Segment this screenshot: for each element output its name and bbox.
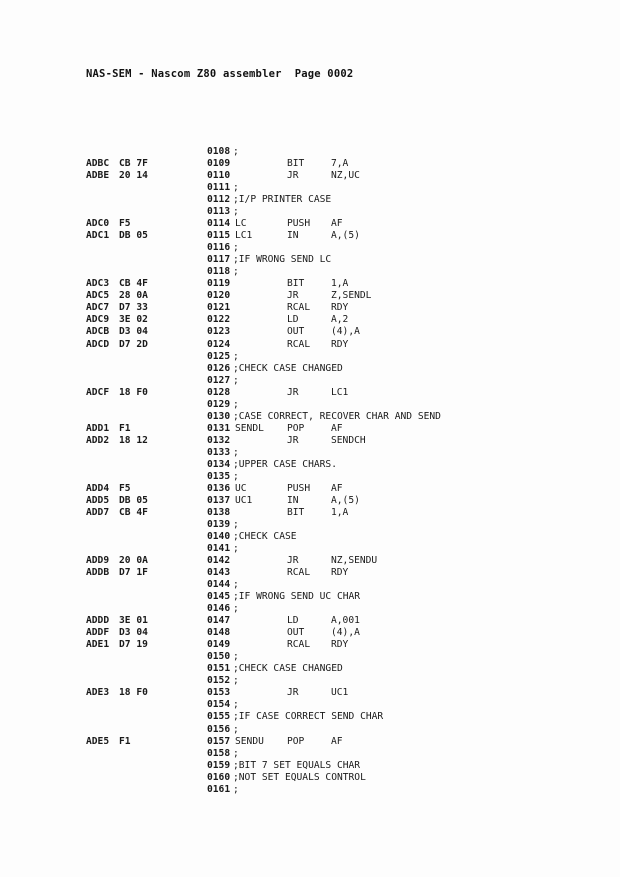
address: ADD5 [86, 494, 110, 506]
line-number: 0158 [207, 747, 231, 759]
line-number: 0129 [207, 398, 231, 410]
label: LC [235, 218, 247, 230]
listing-line [0, 242, 620, 254]
page-number: Page 0002 [294, 68, 354, 80]
listing-line [0, 627, 620, 639]
comment: ; [233, 446, 239, 458]
address: ADC5 [86, 290, 110, 302]
line-number: 0128 [207, 386, 231, 398]
line-number: 0121 [207, 302, 231, 314]
line-number: 0146 [207, 603, 231, 615]
listing-line [0, 591, 620, 603]
line-number: 0134 [207, 458, 231, 470]
listing-line [0, 230, 620, 242]
address: ADCD [86, 338, 110, 350]
comment: ; [233, 206, 239, 218]
line-number: 0135 [207, 470, 231, 482]
operand: RDY [331, 302, 349, 314]
listing-line [0, 748, 620, 760]
listing-line [0, 663, 620, 675]
opcode: POP [287, 422, 305, 434]
listing-line [0, 603, 620, 615]
address: ADDF [86, 627, 110, 639]
opcode: BIT [287, 278, 305, 290]
comment: ; [233, 603, 239, 615]
listing-line [0, 459, 620, 471]
comment: ; [233, 675, 239, 687]
comment: ; [233, 350, 239, 362]
operand: Z,SENDL [331, 290, 372, 302]
listing-line [0, 411, 620, 423]
operand: UC1 [331, 687, 349, 699]
operand: RDY [331, 567, 349, 579]
comment: ; [233, 723, 239, 735]
machine-code: 3E 01 [119, 615, 148, 627]
machine-code: F5 [119, 482, 131, 494]
listing-line [0, 711, 620, 723]
line-number: 0149 [207, 639, 231, 651]
opcode: RCAL [287, 567, 311, 579]
line-number: 0159 [207, 759, 231, 771]
machine-code: CB 4F [119, 278, 148, 290]
listing-line [0, 675, 620, 687]
line-number: 0143 [207, 567, 231, 579]
line-number: 0117 [207, 254, 231, 266]
listing-line [0, 146, 620, 158]
listing-line [0, 531, 620, 543]
label: UC1 [235, 494, 253, 506]
opcode: POP [287, 735, 305, 747]
machine-code: DB 05 [119, 230, 148, 242]
line-number: 0133 [207, 446, 231, 458]
assembly-listing [0, 146, 620, 796]
listing-line [0, 784, 620, 796]
address: ADE5 [86, 735, 110, 747]
machine-code: 18 F0 [119, 386, 148, 398]
comment: ;UPPER CASE CHARS. [233, 458, 337, 470]
line-number: 0108 [207, 146, 231, 157]
address: ADD2 [86, 434, 110, 446]
comment: ; [233, 470, 239, 482]
line-number: 0131 [207, 422, 231, 434]
operand: 1,A [331, 506, 349, 518]
operand: 1,A [331, 278, 349, 290]
machine-code: D7 1F [119, 567, 148, 579]
opcode: OUT [287, 627, 305, 639]
address: ADBC [86, 158, 110, 170]
opcode: BIT [287, 506, 305, 518]
address: ADE1 [86, 639, 110, 651]
opcode: BIT [287, 158, 305, 170]
comment: ;IF WRONG SEND LC [233, 254, 332, 266]
line-number: 0141 [207, 543, 231, 555]
machine-code: D3 04 [119, 627, 148, 639]
line-number: 0111 [207, 182, 231, 194]
address: ADD4 [86, 482, 110, 494]
listing-line [0, 423, 620, 435]
label: SENDL [235, 422, 264, 434]
machine-code: D7 2D [119, 338, 148, 350]
listing-line [0, 699, 620, 711]
listing-line [0, 567, 620, 579]
listing-line [0, 302, 620, 314]
line-number: 0110 [207, 170, 231, 182]
address: ADC0 [86, 218, 110, 230]
opcode: IN [287, 230, 299, 242]
line-number: 0150 [207, 651, 231, 663]
machine-code: F1 [119, 735, 131, 747]
listing-line [0, 206, 620, 218]
line-number: 0153 [207, 687, 231, 699]
listing-line [0, 639, 620, 651]
listing-line [0, 375, 620, 387]
machine-code: 18 12 [119, 434, 148, 446]
comment: ; [233, 182, 239, 194]
listing-line [0, 651, 620, 663]
line-number: 0120 [207, 290, 231, 302]
listing-line [0, 687, 620, 699]
machine-code: 28 0A [119, 290, 148, 302]
operand: SENDCH [331, 434, 366, 446]
comment: ; [233, 579, 239, 591]
comment: ; [233, 266, 239, 278]
address: ADBE [86, 170, 110, 182]
comment: ; [233, 651, 239, 663]
machine-code: D7 19 [119, 639, 148, 651]
operand: NZ,SENDU [331, 555, 378, 567]
opcode: JR [287, 434, 299, 446]
listing-line [0, 772, 620, 784]
comment: ; [233, 699, 239, 711]
opcode: JR [287, 170, 299, 182]
operand: (4),A [331, 326, 360, 338]
opcode: IN [287, 494, 299, 506]
line-number: 0137 [207, 494, 231, 506]
listing-line [0, 170, 620, 182]
line-number: 0139 [207, 518, 231, 530]
line-number: 0157 [207, 735, 231, 747]
opcode: OUT [287, 326, 305, 338]
listing-line [0, 483, 620, 495]
opcode: JR [287, 386, 299, 398]
line-number: 0144 [207, 579, 231, 591]
line-number: 0127 [207, 374, 231, 386]
listing-line [0, 579, 620, 591]
listing-line [0, 158, 620, 170]
listing-line [0, 447, 620, 459]
opcode: PUSH [287, 482, 311, 494]
opcode: RCAL [287, 639, 311, 651]
address: ADC3 [86, 278, 110, 290]
operand: NZ,UC [331, 170, 360, 182]
opcode: JR [287, 687, 299, 699]
address: ADC9 [86, 314, 110, 326]
machine-code: CB 7F [119, 158, 148, 170]
comment: ; [233, 242, 239, 254]
listing-line [0, 399, 620, 411]
operand: A,001 [331, 615, 360, 627]
line-number: 0126 [207, 362, 231, 374]
machine-code: 18 F0 [119, 687, 148, 699]
line-number: 0116 [207, 242, 231, 254]
listing-line [0, 218, 620, 230]
address: ADDD [86, 615, 110, 627]
listing-line [0, 326, 620, 338]
listing-line [0, 266, 620, 278]
comment: ;IF CASE CORRECT SEND CHAR [233, 711, 384, 723]
line-number: 0115 [207, 230, 231, 242]
listing-line [0, 314, 620, 326]
comment: ; [233, 518, 239, 530]
machine-code: F5 [119, 218, 131, 230]
listing-line [0, 736, 620, 748]
line-number: 0138 [207, 506, 231, 518]
address: ADCB [86, 326, 110, 338]
operand: AF [331, 482, 343, 494]
comment: ;IF WRONG SEND UC CHAR [233, 591, 361, 603]
opcode: PUSH [287, 218, 311, 230]
label: UC [235, 482, 247, 494]
listing-line [0, 387, 620, 399]
line-number: 0124 [207, 338, 231, 350]
address: ADC7 [86, 302, 110, 314]
line-number: 0140 [207, 531, 231, 542]
page-header [86, 68, 353, 80]
operand: A,(5) [331, 230, 360, 242]
comment: ; [233, 398, 239, 410]
machine-code: D3 04 [119, 326, 148, 338]
line-number: 0118 [207, 266, 231, 278]
listing-line [0, 290, 620, 302]
line-number: 0154 [207, 699, 231, 711]
listing-line [0, 615, 620, 627]
line-number: 0151 [207, 663, 231, 675]
opcode: LD [287, 314, 299, 326]
comment: ;BIT 7 SET EQUALS CHAR [233, 759, 361, 771]
opcode: JR [287, 555, 299, 567]
listing-line [0, 724, 620, 736]
comment: ;CHECK CASE [233, 531, 297, 542]
line-number: 0122 [207, 314, 231, 326]
opcode: RCAL [287, 302, 311, 314]
line-number: 0109 [207, 158, 231, 170]
listing-line [0, 555, 620, 567]
operand: LC1 [331, 386, 349, 398]
operand: (4),A [331, 627, 360, 639]
line-number: 0142 [207, 555, 231, 567]
line-number: 0147 [207, 615, 231, 627]
address: ADD9 [86, 555, 110, 567]
line-number: 0152 [207, 675, 231, 687]
address: ADD1 [86, 422, 110, 434]
operand: RDY [331, 338, 349, 350]
machine-code: 3E 02 [119, 314, 148, 326]
comment: ;I/P PRINTER CASE [233, 194, 332, 206]
line-number: 0161 [207, 783, 231, 795]
machine-code: 20 0A [119, 555, 148, 567]
line-number: 0155 [207, 711, 231, 723]
operand: AF [331, 422, 343, 434]
opcode: JR [287, 290, 299, 302]
comment: ; [233, 747, 239, 759]
listing-line [0, 543, 620, 555]
operand: AF [331, 218, 343, 230]
address: ADDB [86, 567, 110, 579]
listing-line [0, 435, 620, 447]
line-number: 0145 [207, 591, 231, 603]
line-number: 0123 [207, 326, 231, 338]
comment: ; [233, 543, 239, 555]
comment: ; [233, 783, 239, 795]
line-number: 0113 [207, 206, 231, 218]
address: ADD7 [86, 506, 110, 518]
opcode: LD [287, 615, 299, 627]
address: ADC1 [86, 230, 110, 242]
line-number: 0132 [207, 434, 231, 446]
line-number: 0125 [207, 350, 231, 362]
listing-line [0, 760, 620, 772]
comment: ; [233, 146, 239, 157]
line-number: 0136 [207, 482, 231, 494]
comment: ;NOT SET EQUALS CONTROL [233, 771, 366, 783]
line-number: 0130 [207, 410, 231, 422]
machine-code: F1 [119, 422, 131, 434]
listing-line [0, 495, 620, 507]
comment: ;CHECK CASE CHANGED [233, 362, 343, 374]
listing-line [0, 471, 620, 483]
machine-code: D7 33 [119, 302, 148, 314]
line-number: 0119 [207, 278, 231, 290]
line-number: 0148 [207, 627, 231, 639]
label: SENDU [235, 735, 264, 747]
listing-line [0, 363, 620, 375]
line-number: 0112 [207, 194, 231, 206]
machine-code: CB 4F [119, 506, 148, 518]
listing-line [0, 194, 620, 206]
listing-line [0, 507, 620, 519]
opcode: RCAL [287, 338, 311, 350]
machine-code: DB 05 [119, 494, 148, 506]
address: ADCF [86, 386, 110, 398]
listing-line [0, 254, 620, 266]
listing-line [0, 278, 620, 290]
operand: A,2 [331, 314, 349, 326]
comment: ;CHECK CASE CHANGED [233, 663, 343, 675]
line-number: 0160 [207, 771, 231, 783]
operand: RDY [331, 639, 349, 651]
comment: ;CASE CORRECT, RECOVER CHAR AND SEND [233, 410, 441, 422]
comment: ; [233, 374, 239, 386]
operand: A,(5) [331, 494, 360, 506]
operand: AF [331, 735, 343, 747]
address: ADE3 [86, 687, 110, 699]
listing-line [0, 519, 620, 531]
assembler-title: NAS-SEM - Nascom Z80 assembler [86, 68, 282, 80]
operand: 7,A [331, 158, 349, 170]
line-number: 0114 [207, 218, 231, 230]
listing-line [0, 351, 620, 363]
machine-code: 20 14 [119, 170, 148, 182]
listing-line [0, 339, 620, 351]
label: LC1 [235, 230, 253, 242]
line-number: 0156 [207, 723, 231, 735]
listing-line [0, 182, 620, 194]
